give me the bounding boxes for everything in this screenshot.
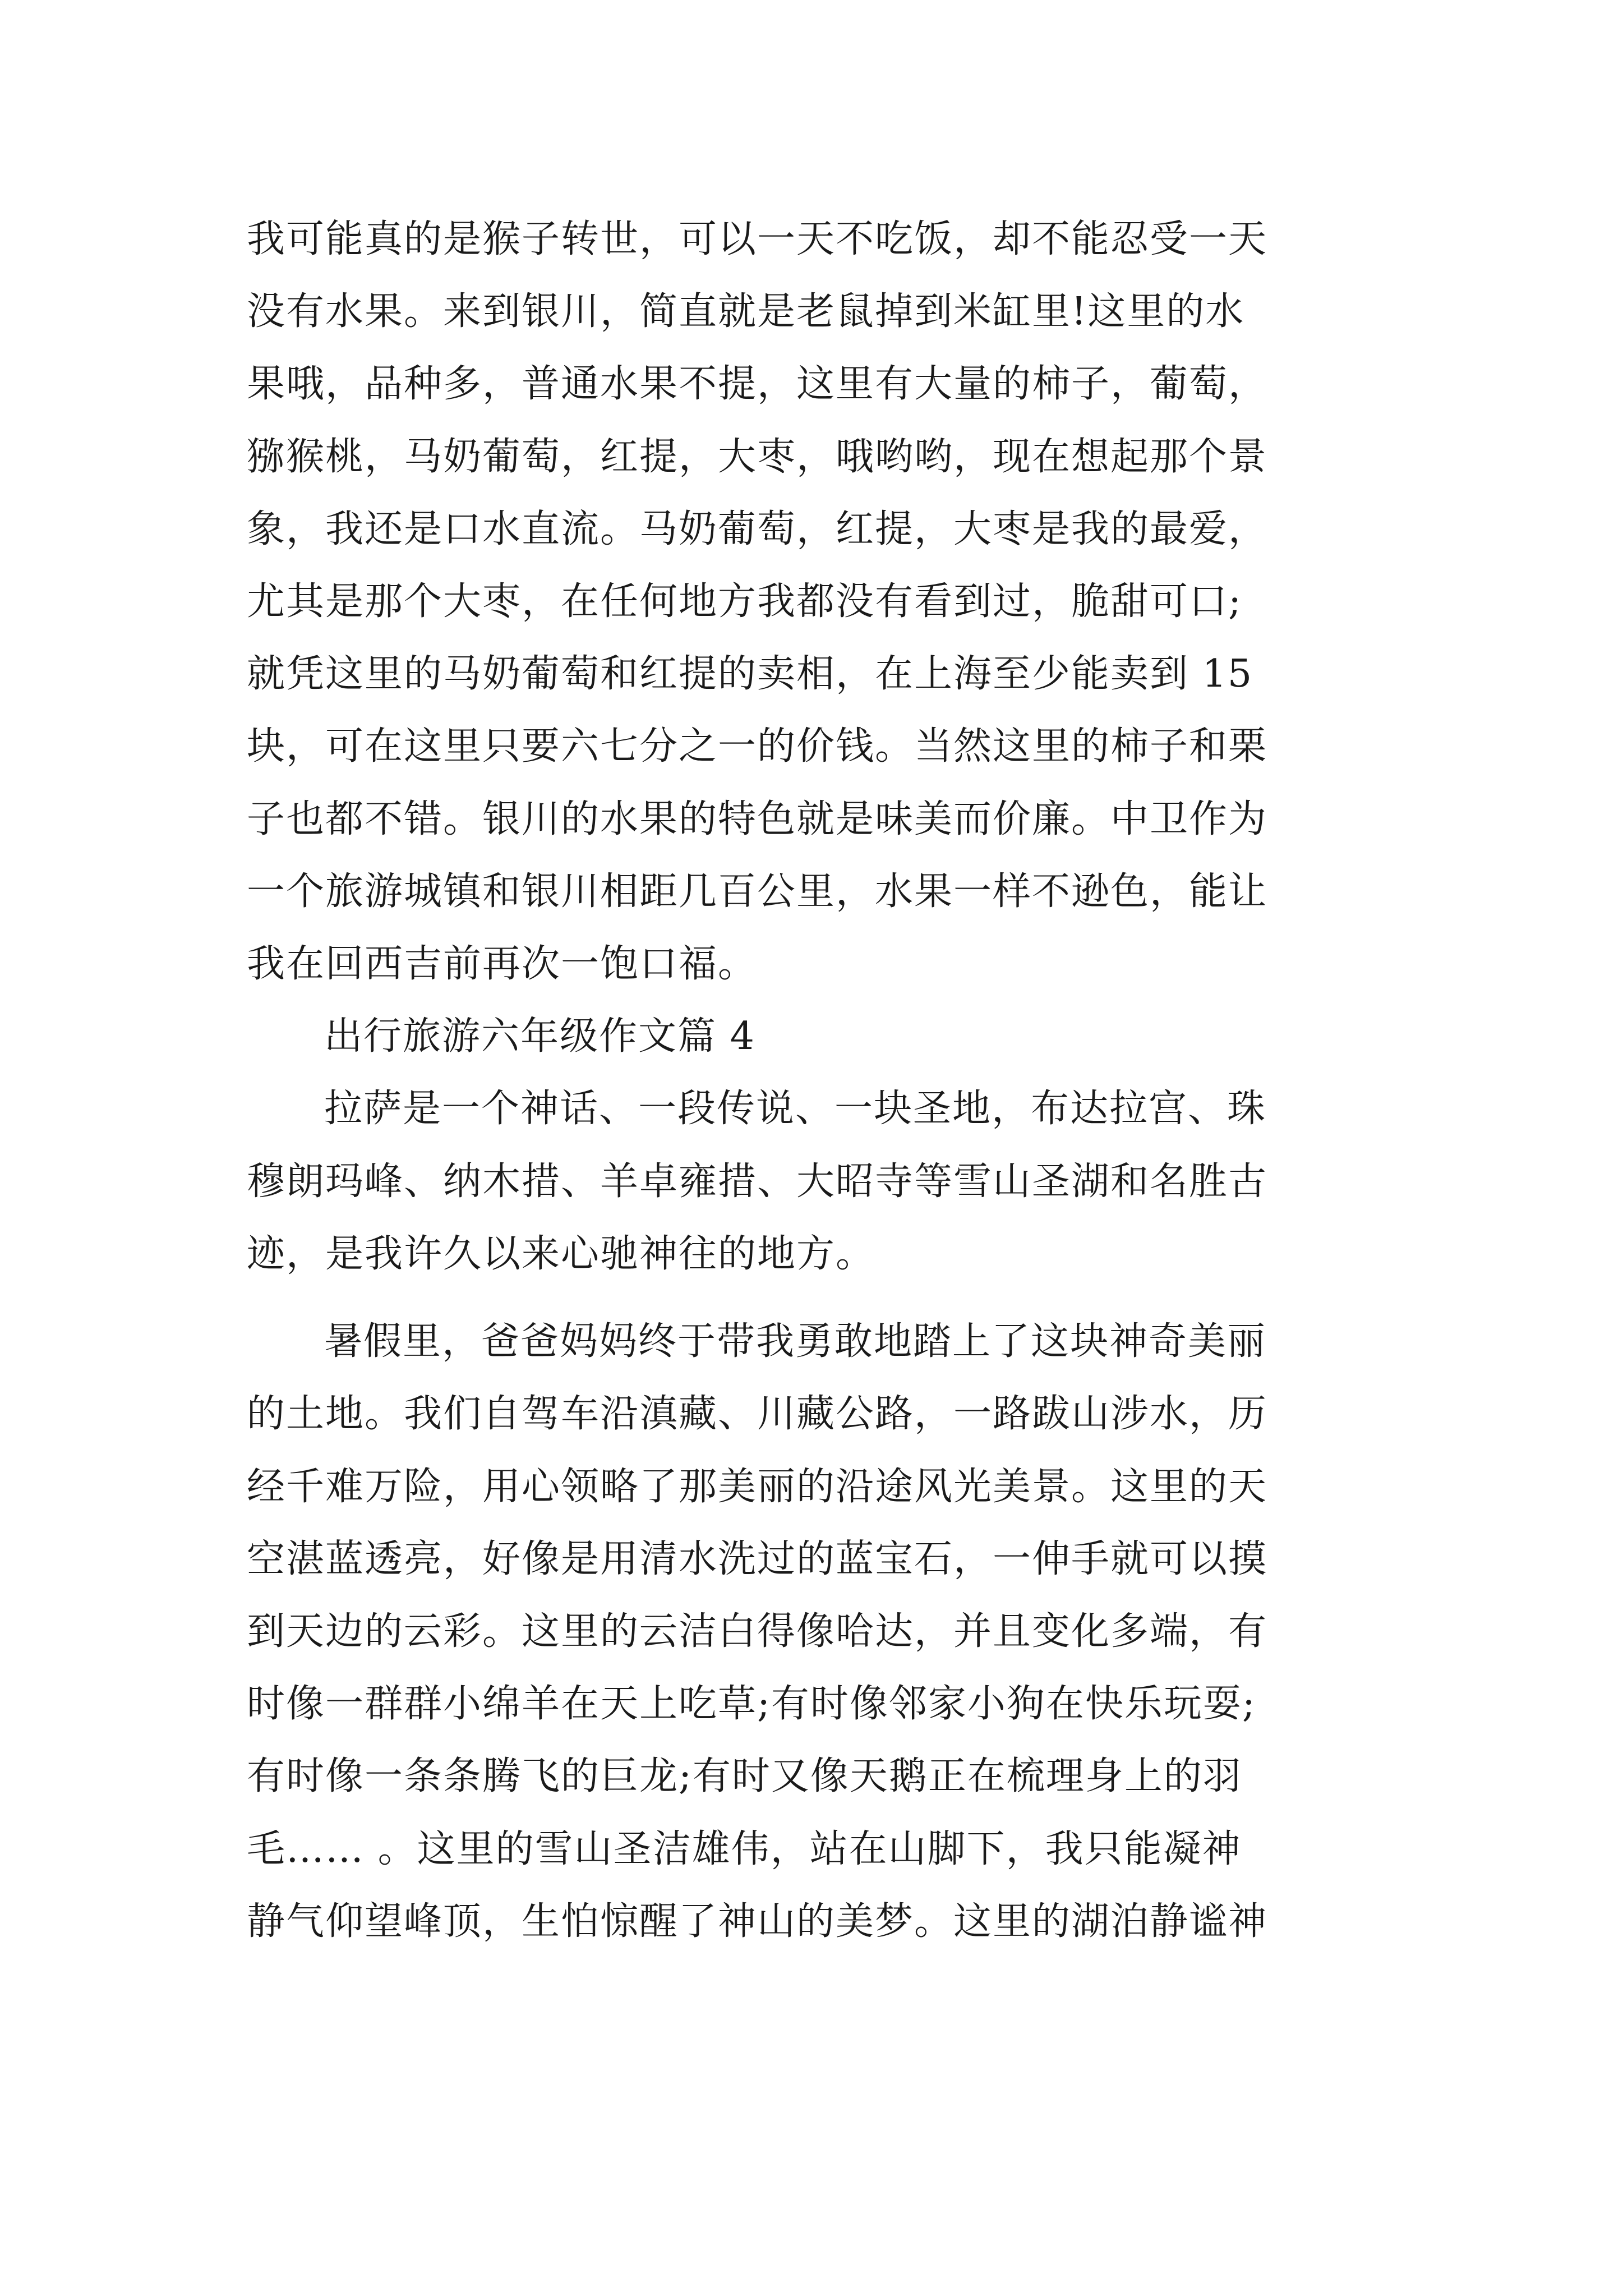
text-line: 块，可在这里只要六七分之一的价钱。当然这里的柿子和栗 — [247, 724, 1268, 769]
text-line: 迹，是我许久以来心驰神往的地方。 — [247, 1232, 875, 1276]
text-line: 有时像一条条腾飞的巨龙;有时又像天鹅正在梳理身上的羽 — [247, 1754, 1242, 1798]
text-line: 经千难万险，用心领略了那美丽的沿途风光美景。这里的天 — [247, 1465, 1268, 1509]
text-line: 暑假里，爸爸妈妈终于带我勇敢地踏上了这块神奇美丽 — [324, 1319, 1267, 1364]
section-heading: 出行旅游六年级作文篇 4 — [324, 1014, 755, 1059]
text-line: 穆朗玛峰、纳木措、羊卓雍措、大昭寺等雪山圣湖和名胜古 — [247, 1159, 1268, 1204]
text-line: 静气仰望峰顶，生怕惊醒了神山的美梦。这里的湖泊静谧神 — [247, 1899, 1268, 1944]
text-line: 时像一群群小绵羊在天上吃草;有时像邻家小狗在快乐玩耍; — [247, 1682, 1256, 1726]
text-line: 猕猴桃，马奶葡萄，红提，大枣，哦哟哟，现在想起那个景 — [247, 435, 1268, 479]
text-line: 到天边的云彩。这里的云洁白得像哈达，并且变化多端，有 — [247, 1609, 1268, 1654]
text-line: 果哦，品种多，普通水果不提，这里有大量的柿子，葡萄， — [247, 362, 1268, 406]
text-line: 就凭这里的马奶葡萄和红提的卖相，在上海至少能卖到 15 — [247, 652, 1253, 696]
text-line: 我可能真的是猴子转世，可以一天不吃饭，却不能忍受一天 — [247, 217, 1268, 261]
text-line: 子也都不错。银川的水果的特色就是味美而价廉。中卫作为 — [247, 797, 1268, 841]
text-line: 一个旅游城镇和银川相距几百公里，水果一样不逊色，能让 — [247, 869, 1268, 914]
text-line: 没有水果。来到银川，简直就是老鼠掉到米缸里!这里的水 — [247, 289, 1245, 334]
text-line: 象，我还是口水直流。马奶葡萄，红提，大枣是我的最爱， — [247, 507, 1268, 551]
text-line: 尤其是那个大枣，在任何地方我都没有看到过，脆甜可口; — [247, 579, 1242, 624]
text-line: 空湛蓝透亮，好像是用清水洗过的蓝宝石，一伸手就可以摸 — [247, 1537, 1268, 1581]
text-line: 的土地。我们自驾车沿滇藏、川藏公路，一路跋山涉水，历 — [247, 1392, 1268, 1436]
text-line: 拉萨是一个神话、一段传说、一块圣地，布达拉宫、珠 — [324, 1087, 1267, 1131]
text-line: 毛…… 。这里的雪山圣洁雄伟，站在山脚下，我只能凝神 — [247, 1827, 1242, 1871]
text-line: 我在回西吉前再次一饱口福。 — [247, 942, 758, 986]
